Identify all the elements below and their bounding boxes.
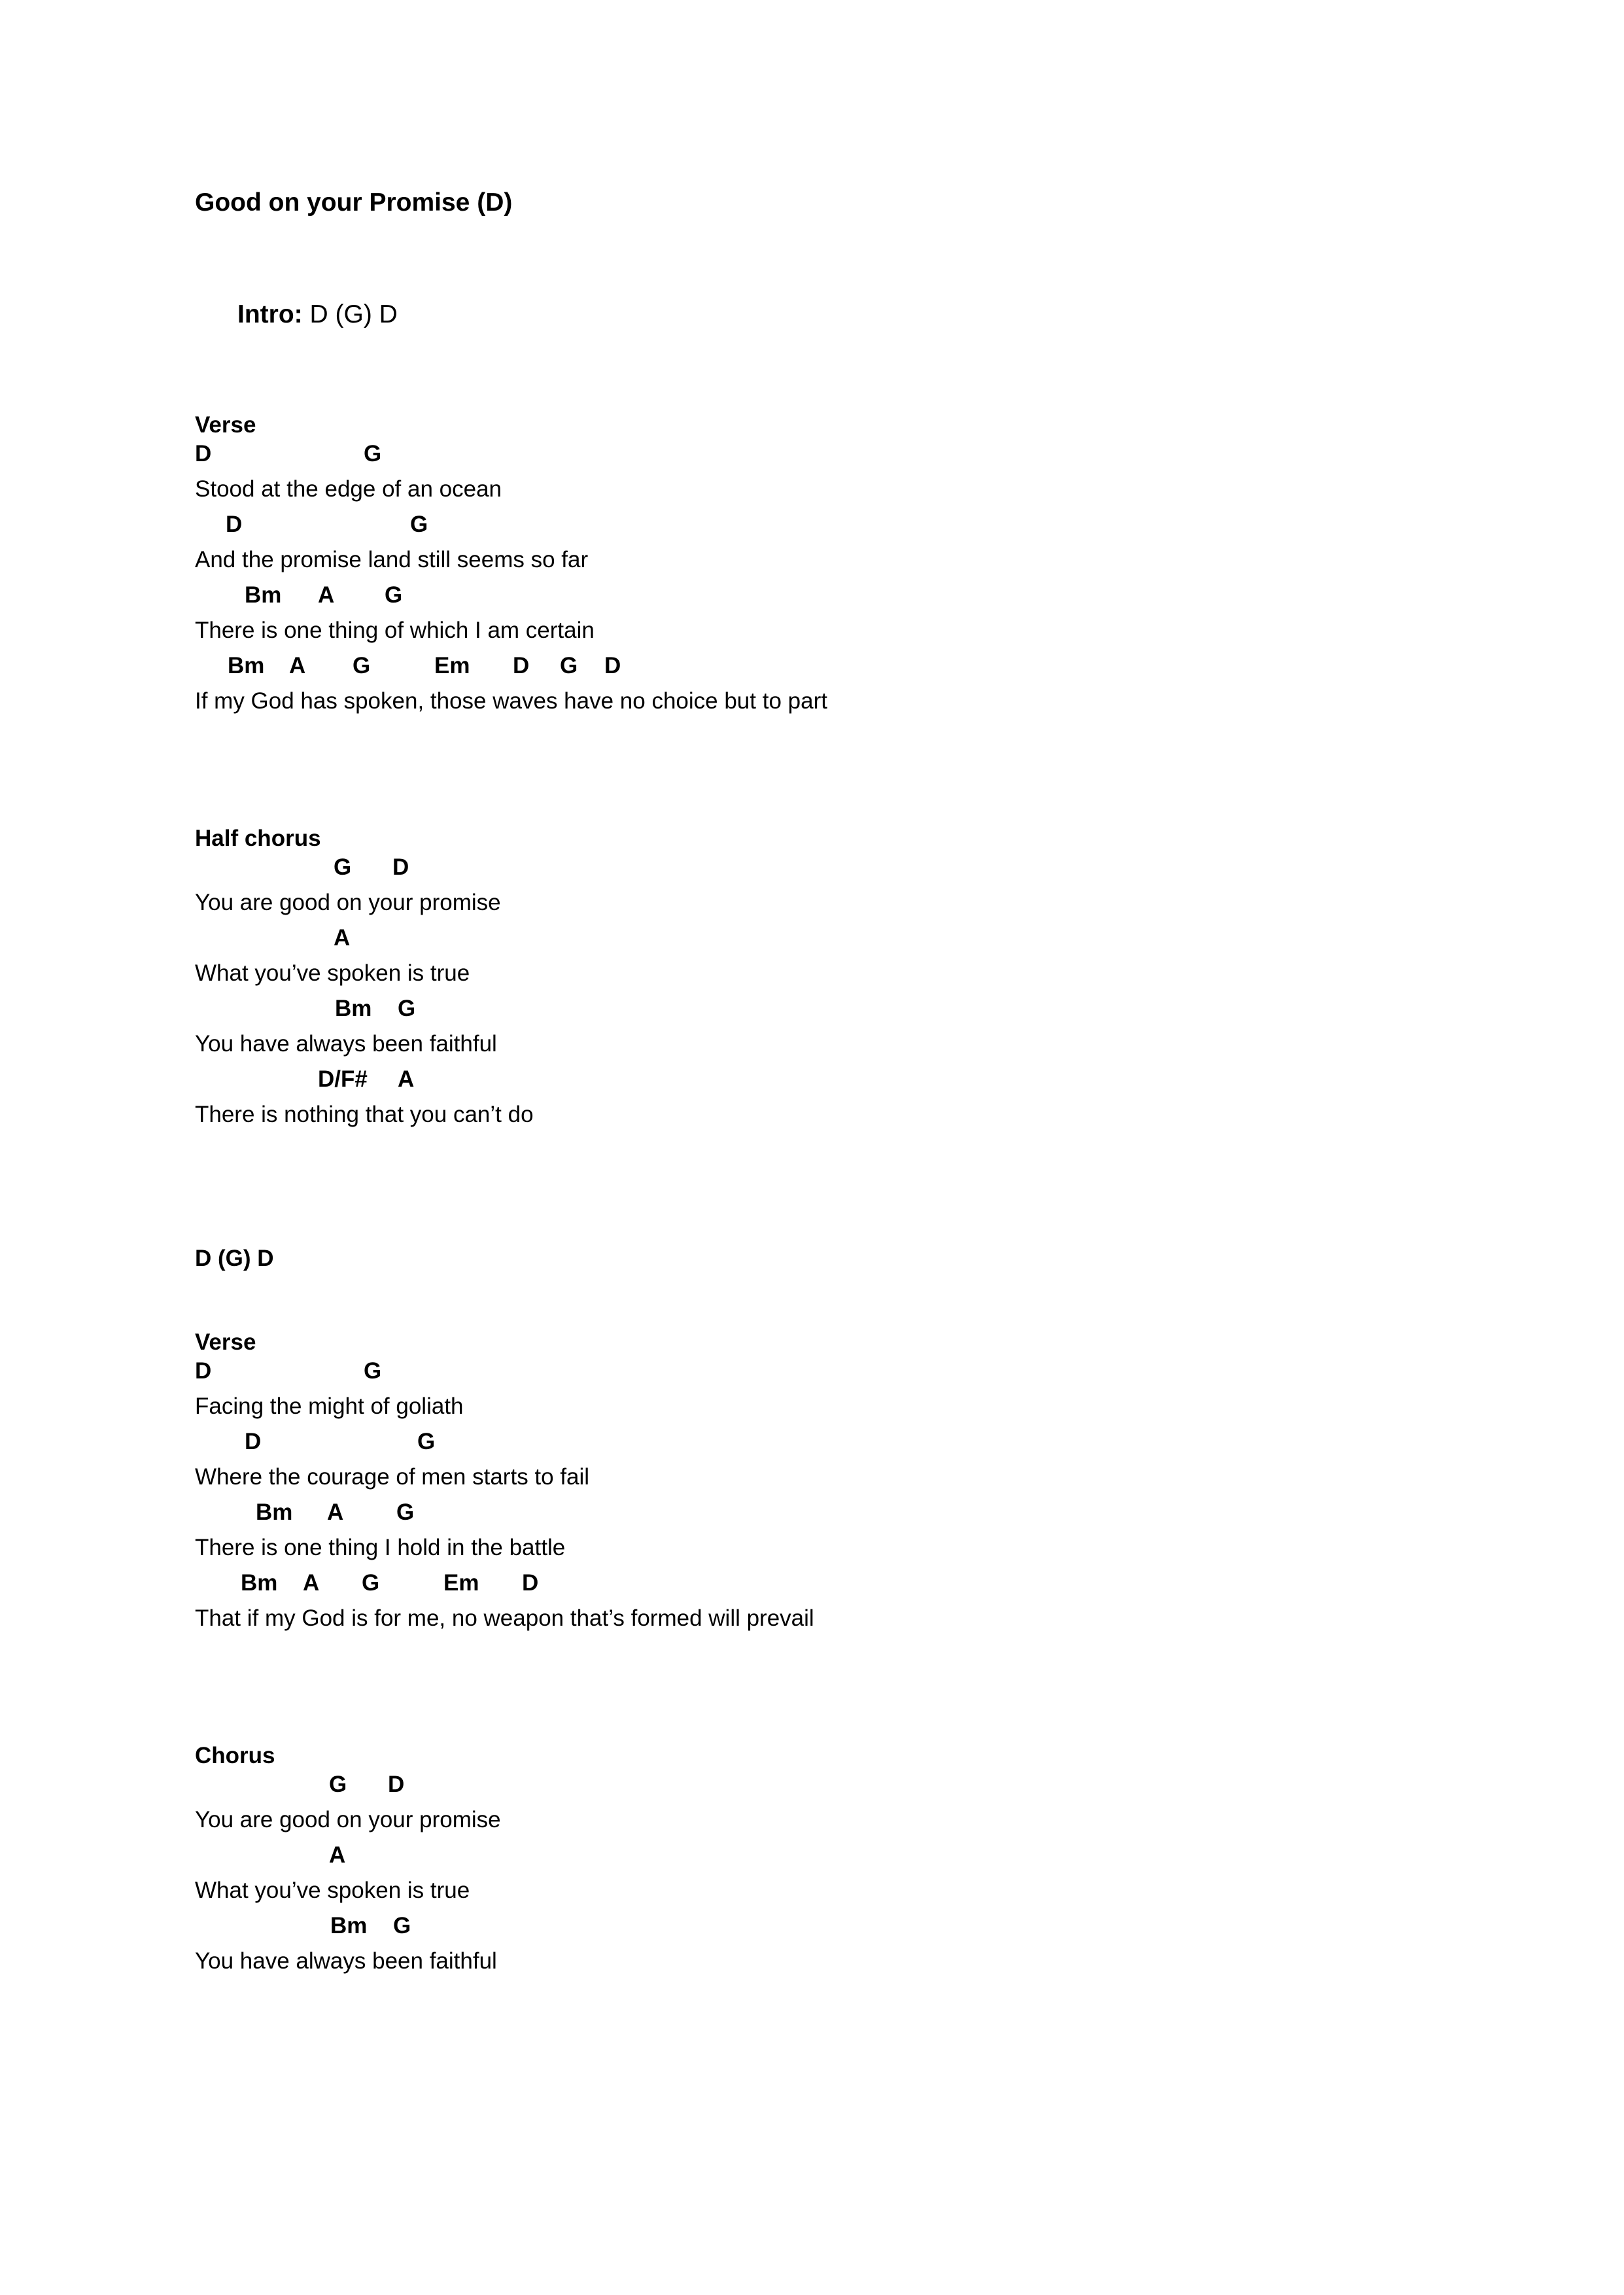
- chord-row: [195, 1062, 1438, 1097]
- intro-line: [195, 276, 1438, 353]
- lyric-line: If my God has spoken, those waves have no choice but to part: [195, 688, 827, 714]
- chord: A: [289, 653, 306, 678]
- chord-row: [195, 1424, 1438, 1460]
- chord: Bm: [245, 582, 282, 608]
- chord: A: [334, 925, 351, 951]
- chord: G: [364, 1358, 382, 1384]
- section-label-chorus: Chorus: [195, 1743, 275, 1768]
- chord: G: [385, 582, 403, 608]
- chord: G: [410, 512, 428, 537]
- lyric-line: There is one thing I hold in the battle: [195, 1535, 566, 1560]
- spacer: [195, 215, 1438, 276]
- chord: D: [195, 1358, 212, 1384]
- section-label-half-chorus: Half chorus: [195, 826, 321, 851]
- chord-row: [195, 1566, 1438, 1601]
- chord-row: [195, 578, 1438, 613]
- lyric-line: What you’ve spoken is true: [195, 1878, 470, 1903]
- chord: D/F#: [318, 1066, 368, 1092]
- chord: G: [393, 1913, 411, 1938]
- section-verse-1: [195, 413, 1438, 719]
- chord: D: [513, 653, 530, 678]
- chord-row: [195, 1495, 1438, 1530]
- chord-row: [195, 1838, 1438, 1873]
- lyric-line: You have always been faithful: [195, 1948, 497, 1974]
- intro-chords: D (G) D: [302, 300, 398, 328]
- lyric-line: Facing the might of goliath: [195, 1393, 464, 1419]
- chord: Bm: [335, 996, 372, 1021]
- section-half-chorus: [195, 827, 1438, 1132]
- stanza: [195, 1767, 1438, 1979]
- chord: A: [318, 582, 335, 608]
- chord: G: [396, 1499, 415, 1525]
- chord: Em: [434, 653, 470, 678]
- chord: A: [303, 1570, 320, 1596]
- lyric-line: There is nothing that you can’t do: [195, 1102, 534, 1127]
- spacer: [195, 353, 1438, 413]
- lyric-line: Stood at the edge of an ocean: [195, 476, 502, 502]
- standalone-chord-line: D (G) D: [195, 1246, 274, 1271]
- stanza: [195, 850, 1438, 1132]
- spacer: [195, 719, 1438, 827]
- chord-row: [195, 1767, 1438, 1802]
- lyric-line: What you’ve spoken is true: [195, 960, 470, 986]
- chord-row: [195, 436, 1438, 472]
- lyric-line: You are good on your promise: [195, 890, 501, 915]
- chord-row: [195, 648, 1438, 684]
- chord-row: [195, 507, 1438, 542]
- chord: Em: [443, 1570, 479, 1596]
- chord: Bm: [228, 653, 265, 678]
- chord-row: [195, 920, 1438, 956]
- chord: A: [329, 1842, 346, 1868]
- lyric-line: And the promise land still seems so far: [195, 547, 589, 572]
- chord-row: [195, 1354, 1438, 1389]
- chord: A: [398, 1066, 415, 1092]
- page-title: Good on your Promise (D): [195, 188, 513, 217]
- stanza: [195, 436, 1438, 719]
- chord: Bm: [241, 1570, 278, 1596]
- section-verse-2: [195, 1331, 1438, 1636]
- chord: G: [560, 653, 578, 678]
- chord: A: [327, 1499, 344, 1525]
- lyric-line: You are good on your promise: [195, 1807, 501, 1832]
- chord-row: [195, 991, 1438, 1026]
- chord: G: [398, 996, 416, 1021]
- chord: D: [604, 653, 621, 678]
- chord-row: [195, 850, 1438, 885]
- spacer: [195, 1636, 1438, 1744]
- chord: G: [417, 1429, 436, 1454]
- section-chorus: [195, 1744, 1438, 1979]
- section-label-verse: Verse: [195, 1329, 256, 1355]
- spacer: [195, 1270, 1438, 1331]
- section-label-verse: Verse: [195, 412, 256, 438]
- chord: D: [226, 512, 243, 537]
- chord: D: [195, 441, 212, 466]
- chord: D: [245, 1429, 262, 1454]
- lyric-line: Where the courage of men starts to fail: [195, 1464, 590, 1490]
- chord: D: [522, 1570, 539, 1596]
- lyric-line: That if my God is for me, no weapon that’s formed will prevail: [195, 1605, 814, 1631]
- chord: G: [353, 653, 371, 678]
- chord: G: [364, 441, 382, 466]
- lyric-line: There is one thing of which I am certain: [195, 618, 595, 643]
- chord: D: [392, 854, 409, 880]
- chord: Bm: [330, 1913, 368, 1938]
- chord: G: [362, 1570, 380, 1596]
- document-content: [195, 190, 1438, 1979]
- chord: D: [388, 1772, 405, 1797]
- stanza: [195, 1354, 1438, 1636]
- chord: Bm: [256, 1499, 293, 1525]
- chord: G: [329, 1772, 347, 1797]
- chord-row: [195, 1908, 1438, 1944]
- lyric-line: You have always been faithful: [195, 1031, 497, 1057]
- chord: G: [334, 854, 352, 880]
- spacer: [195, 1132, 1438, 1247]
- intro-label: Intro:: [237, 300, 303, 328]
